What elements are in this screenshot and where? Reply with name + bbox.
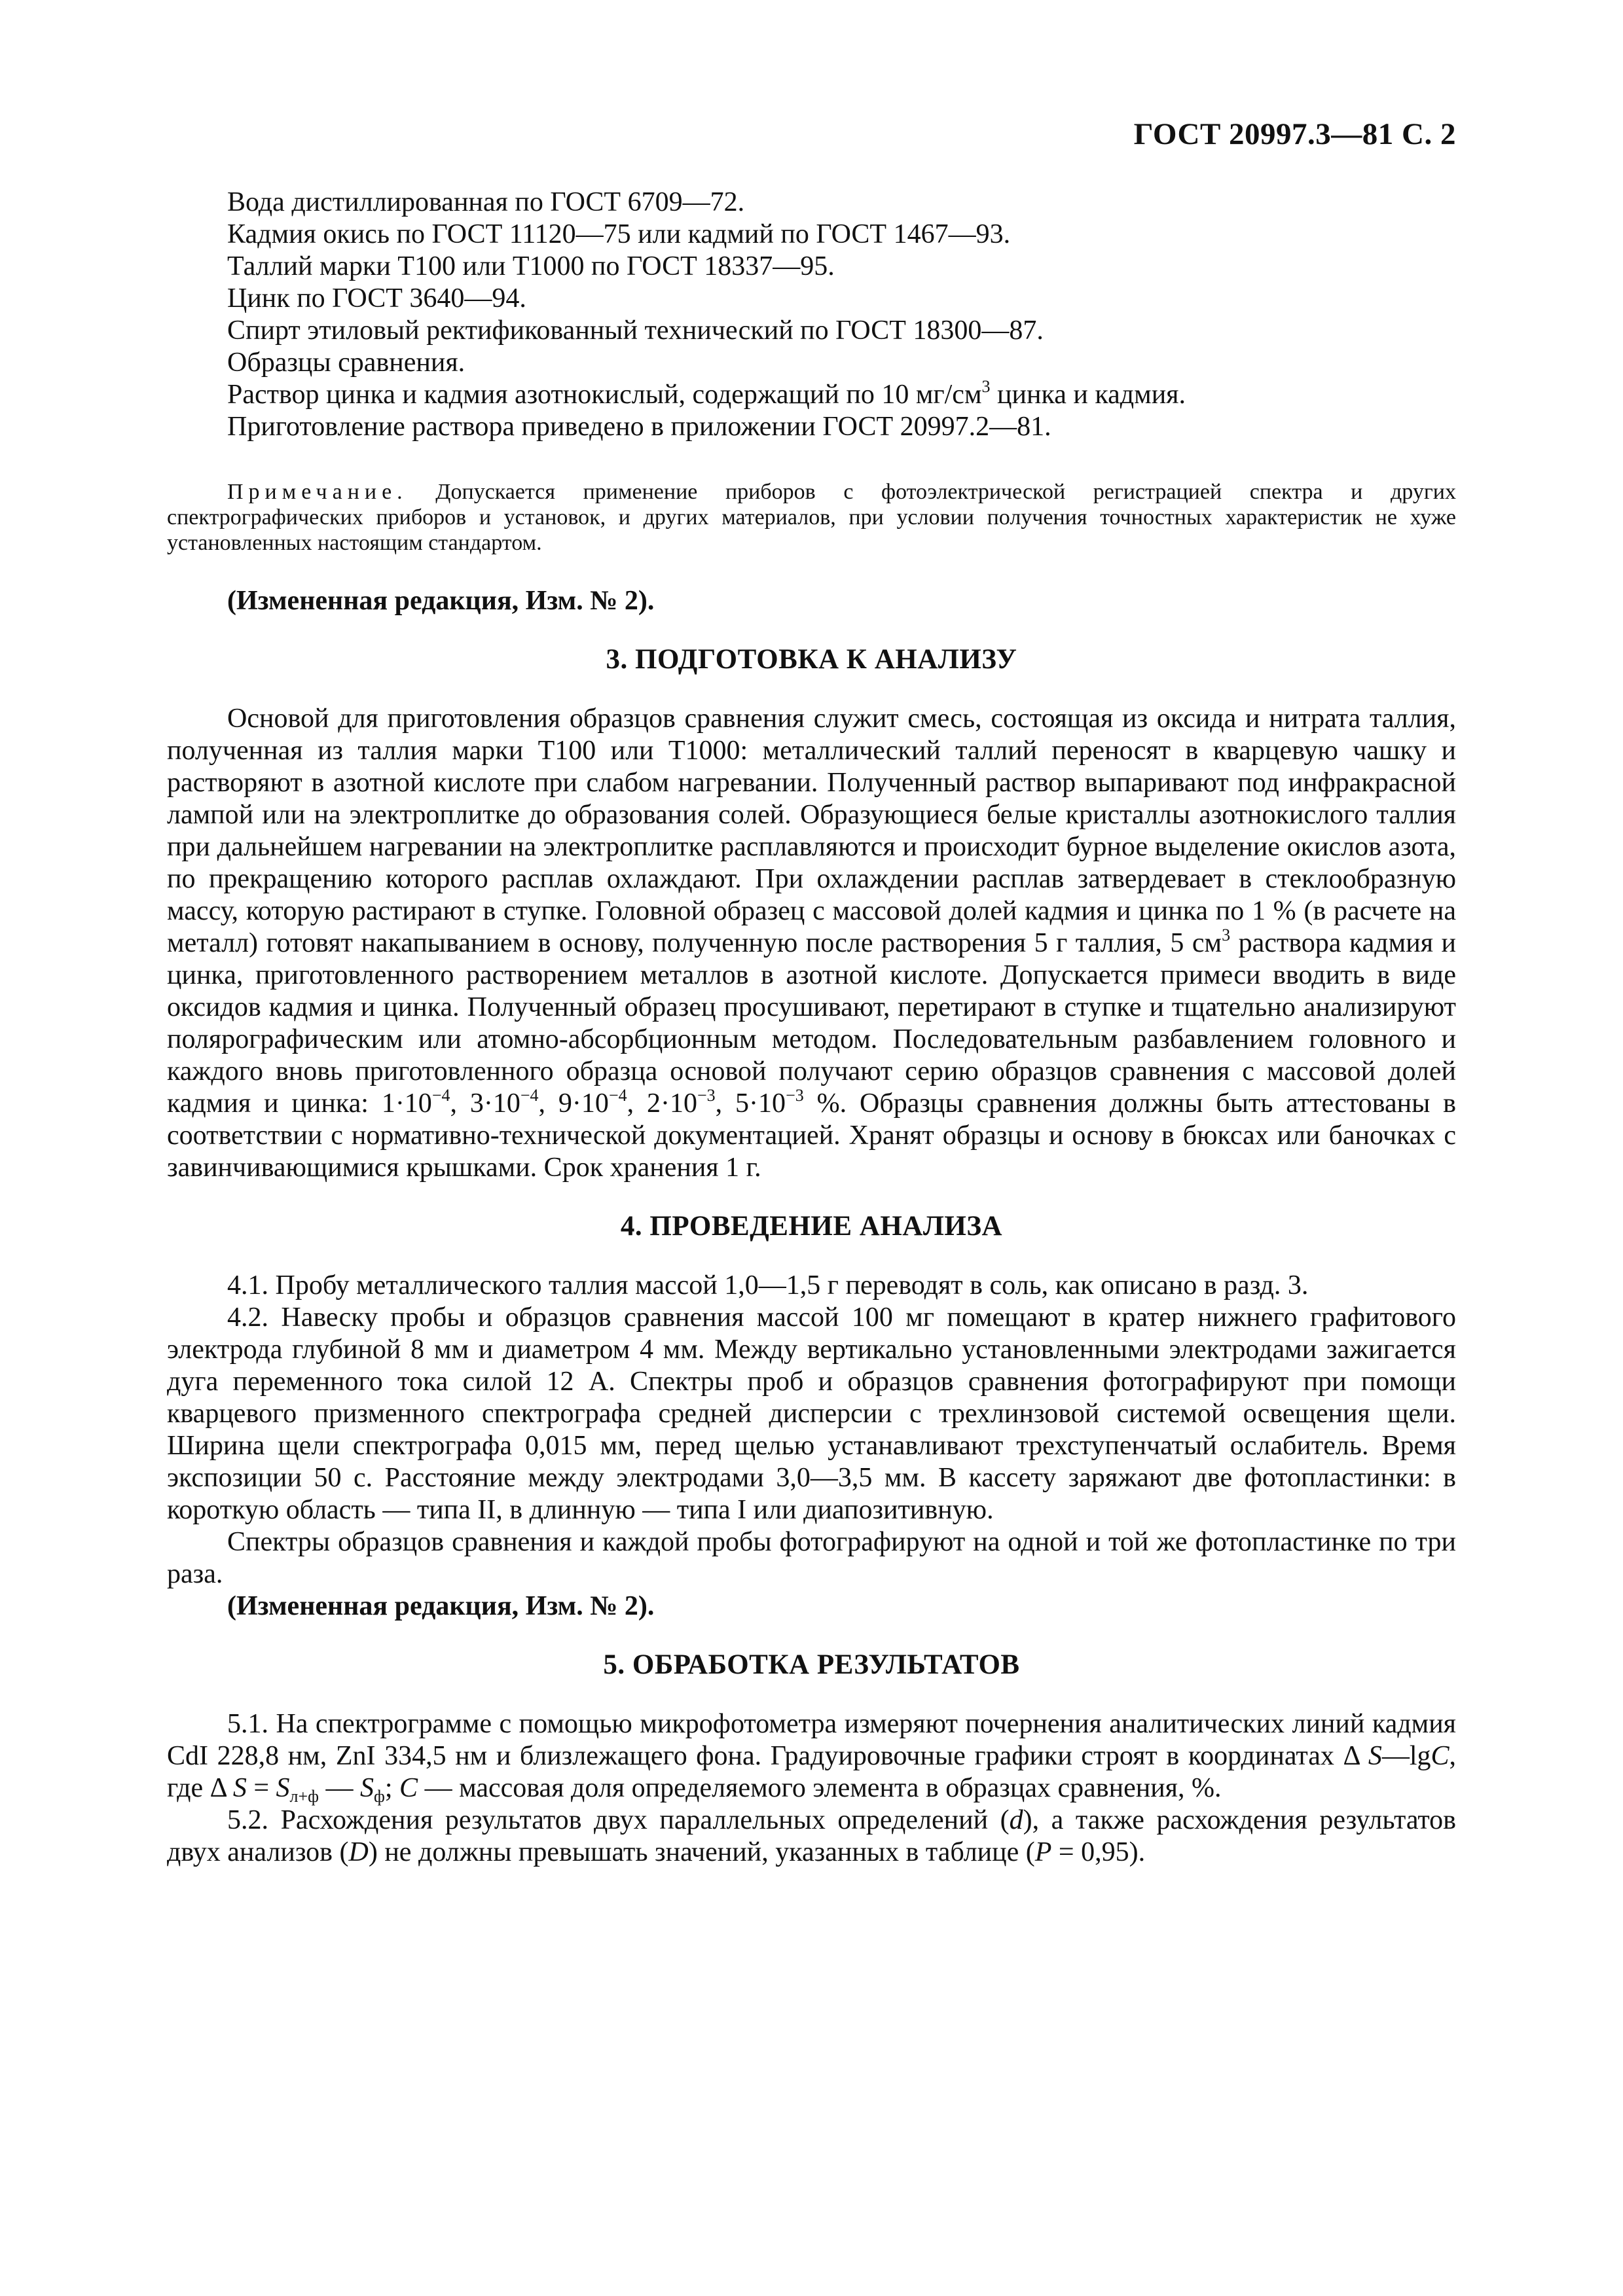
material-item: Образцы сравнения. [227,348,465,378]
paragraph-4-3: Спектры образцов сравнения и каждой пробы фотографируют на одной и той же фотопластинке по три раза. [167,1527,1456,1589]
note-label: Примечание. [227,480,408,504]
paragraph-4-2: 4.2. Навеску пробы и образцов сравнения массой 100 мг помещают в кратер нижнего графитового электрода глубиной 8 мм и диаметром 4 мм. Между вертикально установленными электродами зажигается дуга переменного тока силой 12 А. Спектры проб и образцов сравнения фотографируют при помощи кварцевого призменного спектрографа средней дисперсии с трехлинзовой системой освещения щели. Ширина щели спектрографа 0,015 мм, перед щелью устанавливают трехступенчатый ослабитель. Время экспозиции 50 с. Расстояние между электродами 3,0—3,5 мм. В кассету заряжают две фотопластинки: в короткую область — типа II, в длинную — типа I или диапозитивную. [167,1302,1456,1525]
edit-label: (Измененная редакция, Изм. № 2). [227,586,655,616]
section-3-paragraph: Основой для приготовления образцов сравнения служит смесь, состоящая из оксида и нитрата таллия, полученная из таллия марки Т100 или Т1000: металлический таллий переносят в кварцевую чашку и растворяют в азотной кислоте при слабом нагревании. Полученный раствор выпаривают под инфракрасной лампой или на электроплитке до образования солей. Образующиеся белые кристаллы азотнокислого таллия при дальнейшем нагревании на электроплитке расплавляются и происходит бурное выделение окислов азота, по прекращению которого расплав охлаждают. При охлаждении расплав затвердевает в стеклообразную массу, которую растирают в ступке. Головной образец с массовой долей кадмия и цинка по 1 % (в расчете на металл) готовят накапыванием в основу, полученную после растворения 5 г таллия, 5 $см^3$ раствора кадмия и цинка, приготовленного растворением металлов в азотной кислоте. Допускается примеси вводить в виде оксидов кадмия и цинка. Полученный образец просушивают, перетирают в ступке и тщательно анализируют полярографическим или атомно-абсорбционным методом. Последовательным разбавлением головного и каждого вновь приготовленного образца основой получают серию образцов сравнения с массовой долей кадмия и цинка: $1\cdot 10^{-4}$, $3\cdot 10^{-4}$, $9\cdot 10^{-4}$, $2\cdot 10^{-3}$, $5\cdot 10^{-3}$ %. Образцы сравнения должны быть аттестованы в соответствии с нормативно-технической документацией. Хранят образцы и основу в бюксах или баночках с завинчивающимися крышками. Срок хранения 1 г. [167,704,1457,1183]
paragraph-4-1: 4.1. Пробу металлического таллия массой 1,0—1,5 г переводят в соль, как описано в разд. 3. [227,1270,1309,1300]
paragraph-5-1: 5.1. На спектрограмме с помощью микрофотометра измеряют почернения аналитических линий кадмия CdI 228,8 нм, ZnI 334,5 нм и близлежащего фона. Градуировочные графики строят в координатах Δ S—lgC, где Δ $S = S_{л+ф}$ — $S_ф$; C — массовая доля определяемого элемента в образцах сравнения, %. [167,1709,1456,1806]
section-3-title: 3. ПОДГОТОВКА К АНАЛИЗУ [606,644,1017,675]
material-item-solution: Раствор цинка и кадмия азотнокислый, содержащий по 10 $мг/см^3$ цинка и кадмия. [227,377,1186,410]
page-header-code: ГОСТ 20997.3—81 С. 2 [1133,117,1456,151]
paragraph-5-2: 5.2. Расхождения результатов двух параллельных определений (d), а также расхождения результатов двух анализов (D) не должны превышать значений, указанных в таблице (P = 0,95). [167,1805,1457,1867]
section-5-title: 5. ОБРАБОТКА РЕЗУЛЬТАТОВ [603,1649,1020,1680]
preparation-line: Приготовление раствора приведено в приложении ГОСТ 20997.2—81. [227,412,1051,442]
edit-label: (Измененная редакция, Изм. № 2). [227,1591,655,1621]
note-paragraph: Примечание. Допускается применение приборов с фотоэлектрической регистрацией спектра и других спектрографических приборов и установок, и других материалов, при условии получения точностных характеристик не хуже установленных настоящим стандартом. [167,480,1456,555]
material-item: Таллий марки Т100 или Т1000 по ГОСТ 18337—95. [227,251,835,281]
material-item: Цинк по ГОСТ 3640—94. [227,283,526,314]
material-item: Спирт этиловый ректификованный технический по ГОСТ 18300—87. [227,315,1044,346]
material-item: Вода дистиллированная по ГОСТ 6709—72. [227,187,745,217]
document-body [167,187,1456,1869]
section-4-title: 4. ПРОВЕДЕНИЕ АНАЛИЗА [620,1211,1003,1242]
material-item: Кадмия окись по ГОСТ 11120—75 или кадмий по ГОСТ 1467—93. [227,219,1011,249]
